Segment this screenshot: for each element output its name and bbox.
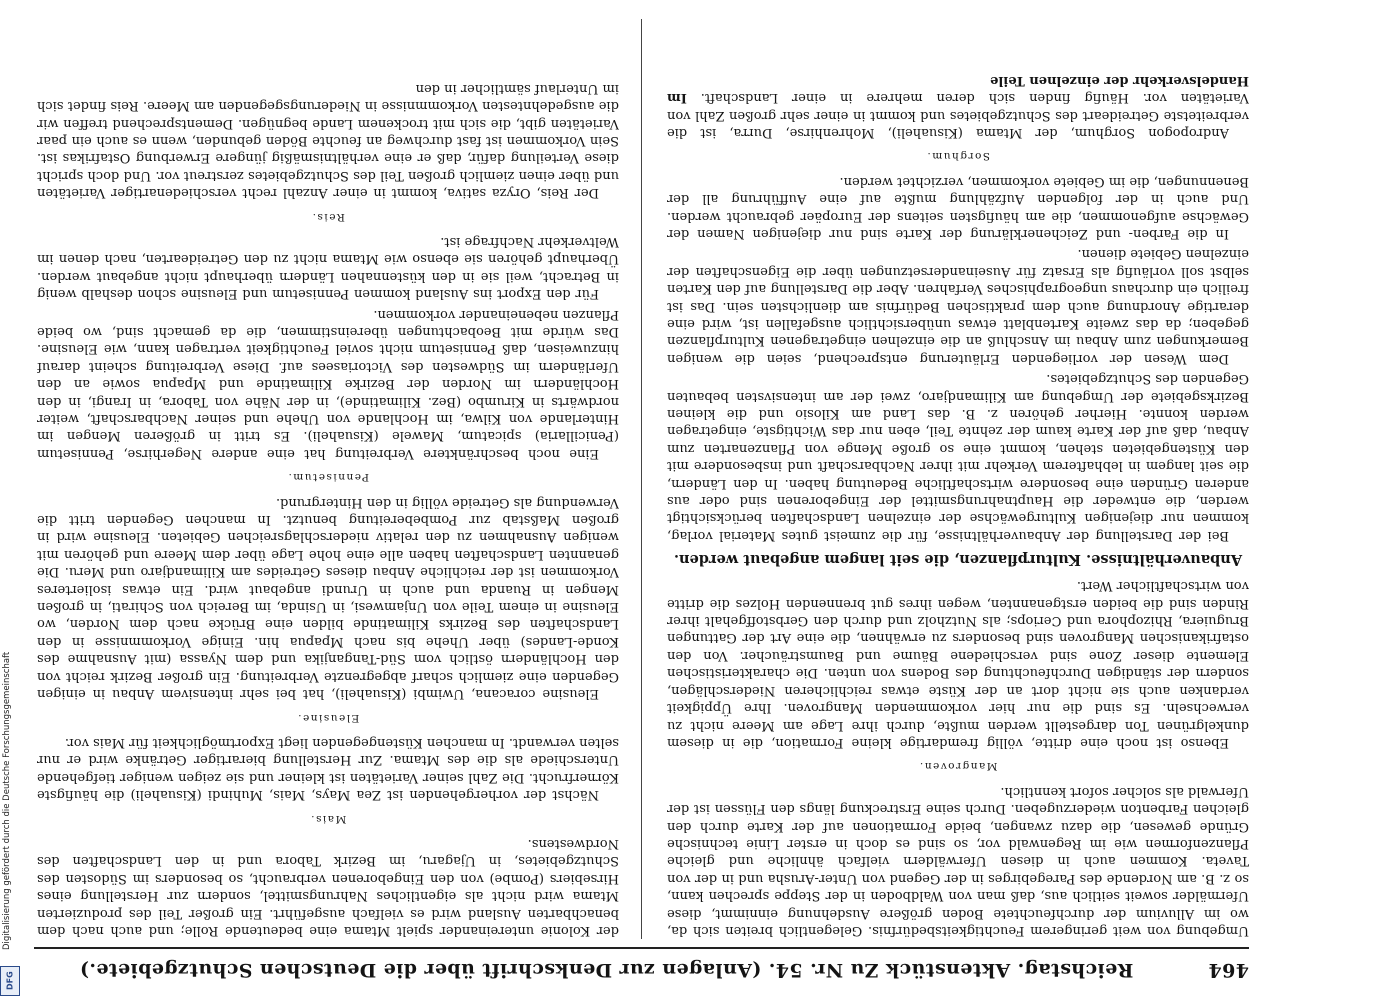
section-subheading-mangroven: Mangroven. [918,760,998,773]
section-subheading-eleusine: Eleusine. [296,711,360,724]
paragraph: Eleusine coracana, Uwimbi (Kisuaheli), hat bei sehr intensivem Anbau in einigen Gegenden eine ziemlich scharf abgegrenzte Verbreitung. Ein großer Bezirk reicht von den Hochländern östlich vom Süd-Tanganjika und dem Nyassa (mit Ausnahme des Konde-Landes) über Uhehe bis nach Mpapua hin. Einige Vorkommnisse in den Landschaften des Bezirks Kilimatinde bilden eine Brücke nach dem Norden, wo Eleusine in einem Teile von Unjamwesi, in Usinda, im Bereich von Schirati, in großen Mengen in Ruanda und auch in Urundi angebaut wird. Ein etwas isolierteres Vorkommen ist der reichliche Anbau dieses Getreides am Kilimandjaro und Meru. Die genannten Landschaften haben alle eine hohe Lage über dem Meere und gehören mit wenigen Ausnahmen zu den relativ niederschlagsreichen Gebieten. Eleusine wird in großen Maßstab zur Pombebereitung benutzt. In manchen Gegenden tritt die Verwendung als Getreide völlig in den Hintergrund. [37,494,619,702]
left-column [667,19,1249,939]
bold-phrase: Im Handelsverkehr der einzelnen Teile [667,72,1249,106]
paragraph: Der Reis, Oryza sativa, kommt in einer Anzahl recht verschiedenartiger Varietäten und über einen ziemlich großen Teil des Schutzgebietes zerstreut vor. Und doch spricht diese Verteilung dafür, daß er eine verhältnismäßig jüngere Erwerbung Ostafrikas ist. Sein Vorkommen ist fast durchweg an feuchte Böden gebunden, wenn es auch ein paar Varietäten gibt, die sich mit trockenem Lande begnügen. Dementsprechend treffen wir die ausgedehntesten Vorkommnisse in Niederungsgegenden am Meere. Reis findet sich im Unterlauf sämtlicher in den [37,80,619,201]
paragraph: In die Farben- und Zeichenerklärung der Karte sind nur diejenigen Namen der Gewächse aufgenommen, die am häufigsten seitens der Europäer gebraucht werden. Und auch in der folgenden Aufzählung mußte auf eine Aufführung all der Benennungen, die im Gebiete vorkommen, verzichtet werden. [667,173,1249,241]
paragraph: Dem Wesen der vorliegenden Erläuterung entsprechend, seien die wenigen Bemerkungen zum Anbau im Anschluß an die einzelnen eingetragenen Kulturpflanzen gegeben; da das zweite Kartenblatt etwas unübersichtlich ausgefallen ist, wird eine derartige Anordnung auch dem praktischen Bedürfnis am dienlichsten sein. Das ist freilich ein durchaus ungeographisches Verfahren. Aber die Darstellung auf den Karten selbst soll vorläufig als Ersatz für Auseinandersetzungen über die Eigenschaften der einzelnen Gebiete dienen. [667,246,1249,366]
paragraph-text: Andropogon Sorghum, der Mtama (Kisuaheli), Mohrenhirse, Durra, ist die verbreitetste Getreideart des Schutzgebietes und kommt in einer sehr großen Zahl von Varietäten vor. Häufig finden sich deren mehrere in einer Landschaft. [667,90,1249,140]
right-column [37,19,619,939]
section-heading-anbau: Anbauverhältnisse. Kulturpflanzen, die seit langem angebaut werden. [673,550,1243,568]
section-subheading-pennisetum: Pennisetum. [286,471,370,484]
paragraph: Für den Export ins Ausland kommen Pennisetum und Eleusine schon deshalb wenig in Betracht, weil sie in den küstennahen Ländern überhaupt nicht angebaut werden. Überhaupt gehören sie ebenso wie Mtama nicht zu den Getreidearten, nach denen im Weltverkehr Nachfrage ist. [37,233,619,302]
header-rule [34,947,1249,949]
page-number: 464 [1208,959,1249,981]
running-title: Reichstag. Aktenstück Zu Nr. 54. (Anlagen zur Denkschrift über die Deutschen Schutzgebiete.) [79,959,1134,981]
digitization-note: Digitalisierung gefördert durch die Deutsche Forschungsgemeinschaft [2,651,12,950]
section-subheading-sorghum: Sorghum. [925,150,991,163]
page-header [34,953,1249,987]
paragraph: Nächst der vorhergehenden ist Zea Mays, Mais, Muhindi (Kisuaheli) die häufigste Körnerfrucht. Die Zahl seiner Varietäten ist kleiner und sie zeigen weniger tiefgehende Unterschiede als die des Mtama. Zur Herstellung bierartiger Getränke wird er nur selten verwandt. In manchen Küstengegenden liegt Exportmöglichkeit für Mais vor. [37,734,619,803]
paragraph: Eine noch beschränktere Verbreitung hat eine andere Negerhirse, Pennisetum (Penicillaria) spicatum, Mawele (Kisuaheli). Es tritt in größeren Mengen im Hinterlande von Kilwa, im Hochlande von Uhehe und seiner Nachbarschaft, weiter nordwärts in Kirumbo (Bez. Kilimatinde), in der Nähe von Tabora, in Irangi, in den Hochländern im Norden der Bezirke Kilimatinde und Mpapua sowie an den Uferländern im Südwesten des Victoriasees auf. Diese Verbreitung scheint darauf hinzuweisen, daß Pennisetum nicht soviel Feuchtigkeit vertragen kann, wie Eleusine. Das würde mit Beobachtungen übereinstimmen, die da gemacht sind, wo beide Pflanzen nebeneinander vorkommen. [37,306,619,461]
paragraph: Ebenso ist noch eine dritte, völlig fremdartige kleine Formation, die in diesem dunkelgrünen Ton dargestellt werden mußte, durch ihre Lage am Meere nicht zu verwechseln. Es sind die nur hier vorkommenden Mangroven. Ihre Üppigkeit verdanken auch sie nicht dort an der Küste etwas reichlicheren Niederschlägen, sondern der ständigen Durchfeuchtung des Bodens von unten. Die charakteristischen Elemente dieser Zone sind verschiedene Bäume und Baumsträucher. Von den ostafrikanischen Mangroven sind besonders zu erwähnen, die eine Art der Gattungen Bruguiera, Rhizophora und Ceriops; als Nutzholz und durch den Gerbstoffgehalt ihrer Rinden sind die beiden erstgenannten, wegen ihres gut brennenden Holzes die dritte von wirtschaftlicher Wert. [667,578,1249,750]
paragraph: der Kolonie untereinander spielt Mtama eine bedeutende Rolle; und auch nach dem benachbarten Ausland wird es vielfach ausgeführt. Ein großer Teil des produzierten Mtama wird nicht als eigentliches Nahrungsmittel, sondern zur Herstellung eines Hirsebiers (Pombe) von den Eingeborenen verbraucht, so besonders im Südosten des Schutzgebietes, in Ujagaru, im Bezirk Tabora und in den Landschaften des Nordwestens. [37,835,619,938]
paragraph: Umgebung von weit geringerem Feuchtigkeitsbedürfnis. Gelegentlich breiten sich da, wo im Alluvium der durchfeuchtete Boden größere Ausdehnung einnimmt, diese Ufermälder soweit seitlich aus, daß man von Waldboden in der Steppe sprechen kann, so z. B. am Nordende des Paregebirges in der Gegend von Unter-Arusha und in der von Taveta. Kommen auch in diesen Uferwäldern vielfach ähnliche und gleiche Pflanzenformen wie im Regenwald vor, so sind es doch in erster Linie technische Gründe gewesen, die dazu zwangen, beide Formationen auf der Karte durch den gleichen Farbenton wiederzugeben. Durch seine Erstreckung längs den Flüssen ist der Uferwald als solcher sofort kenntlich. [667,783,1249,938]
document-page [34,12,1249,987]
paragraph [667,71,1249,141]
column-divider [641,19,642,939]
section-subheading-mais: Mais. [309,812,347,825]
section-subheading-reis: Reis. [311,210,345,223]
dfg-logo-icon: DFG [0,966,20,996]
paragraph: Bei der Darstellung der Anbauverhältnisse, für die zumeist gutes Material vorlag, kommen nur diejenigen Kulturgewächse der einzelnen Landschaften berücksichtigt werden, die entweder die Hauptnahrungsmittel der Eingeborenen sind oder aus anderen Gründen eine besondere wirtschaftliche Bedeutung haben. In den Ländern, die seit langem in lebhafterem Verkehr mit ihrer Nachbarschaft und insbesondere mit den Küstengebieten stehen, kommt eine so große Menge von Pflanzenarten zum Anbau, daß auf der Karte kaum der zehnte Teil, eben nur das Wichtigste, eingetragen werden konnte. Hierher gehören z. B. das Land am Kilosio und die kleinen Bezirksgebiete der Umgebung am Kilimandjaro, zwei der am intensivsten bebauten Gegenden des Schutzgebietes. [667,371,1249,543]
